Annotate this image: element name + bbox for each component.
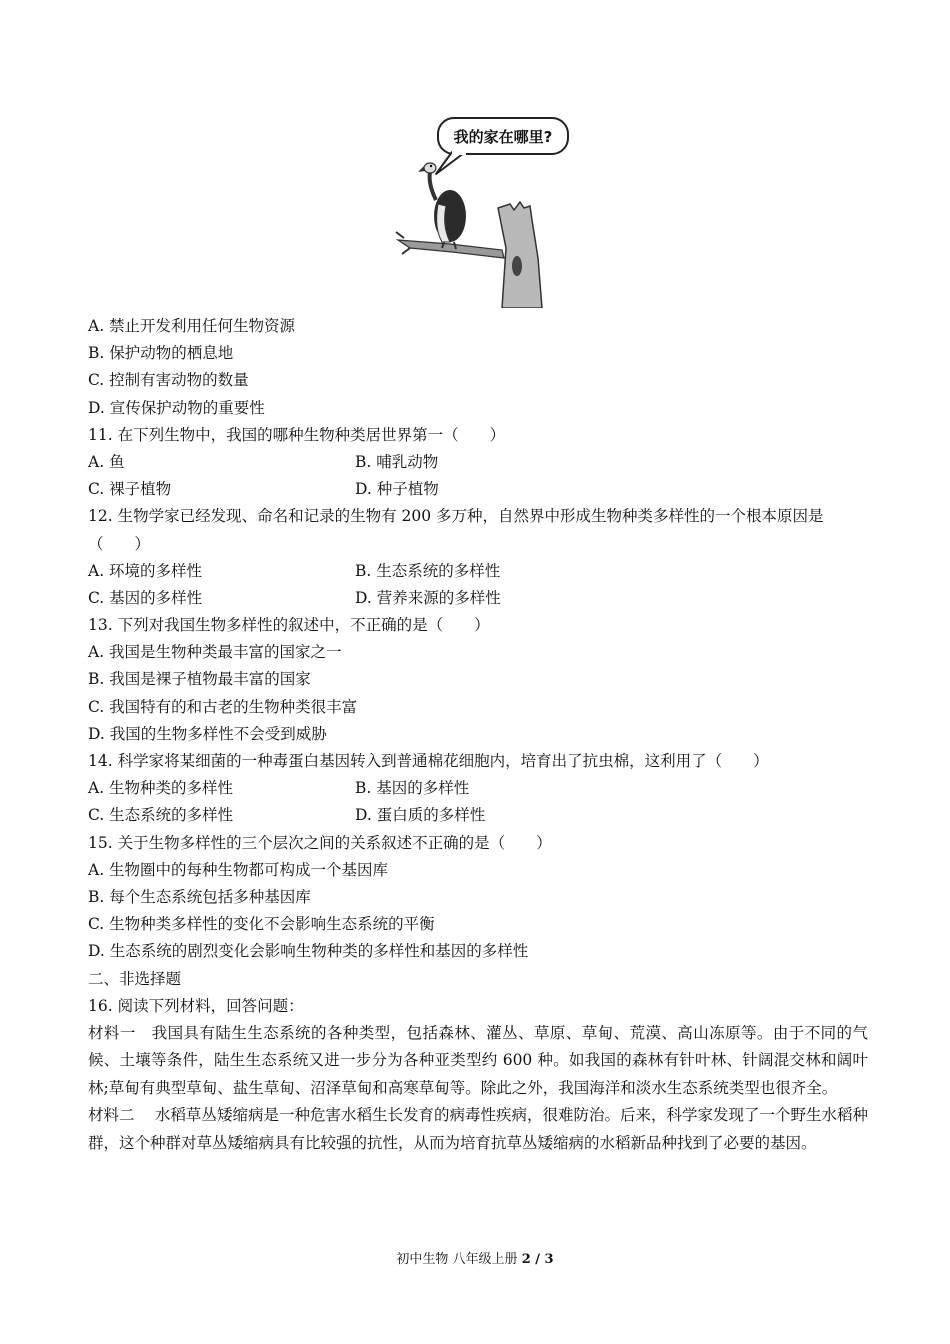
- section-heading: 二、非选择题: [88, 969, 182, 988]
- q15-option-a: A. 生物圈中的每种生物都可构成一个基因库: [88, 860, 389, 879]
- q13-option-d: D. 我国的生物多样性不会受到威胁: [88, 724, 327, 743]
- q13-stem: 13. 下列对我国生物多样性的叙述中，不正确的是（ ）: [88, 616, 490, 635]
- q12-options-row1: [88, 558, 868, 585]
- q16-material-2: 材料二 水稻草丛矮缩病是一种危害水稻生长发育的病毒性疾病，很难防治。后来，科学家发现了一个野生水稻种群，这个种群对草丛矮缩病具有比较强的抗性，从而为培育抗草丛矮缩病的水稻新品种找到了必要的基因。: [88, 1106, 868, 1152]
- q12-option-c: C. 基因的多样性: [88, 588, 203, 607]
- q15-option-c: C. 生物种类多样性的变化不会影响生态系统的平衡: [88, 915, 435, 934]
- bird-on-branch-illustration: [390, 108, 570, 308]
- q14-stem: 14. 科学家将某细菌的一种毒蛋白基因转入到普通棉花细胞内，培育出了抗虫棉，这利用了（ ）: [88, 752, 769, 770]
- q14-option-a: A. 生物种类的多样性: [88, 779, 234, 798]
- q10-option-b: B. 保护动物的栖息地: [88, 344, 234, 363]
- q12-options-row2: [88, 585, 868, 612]
- question-content: [88, 313, 868, 1157]
- q12-option-a: A. 环境的多样性: [88, 561, 203, 580]
- page-number: 2 / 3: [521, 1252, 554, 1267]
- q11-option-d: D. 种子植物: [355, 480, 439, 499]
- q10-option-a: A. 禁止开发利用任何生物资源: [88, 317, 296, 335]
- q12-option-b: B. 生态系统的多样性: [355, 561, 501, 580]
- q14-option-c: C. 生态系统的多样性: [88, 806, 234, 825]
- speech-bubble-text: 我的家在哪里?: [453, 128, 553, 146]
- footer-course-label: 初中生物 八年级上册: [396, 1252, 522, 1267]
- q12-option-d: D. 营养来源的多样性: [355, 588, 501, 607]
- q14-options-row1: [88, 775, 868, 802]
- q11-option-c: C. 裸子植物: [88, 480, 172, 499]
- q11-options-row2: [88, 476, 868, 503]
- page-footer: [0, 1248, 950, 1267]
- q11-options-row1: [88, 449, 868, 476]
- q15-stem: 15. 关于生物多样性的三个层次之间的关系叙述不正确的是（ ）: [88, 833, 552, 852]
- q14-option-b: B. 基因的多样性: [355, 779, 470, 798]
- q10-option-d: D. 宣传保护动物的重要性: [88, 398, 265, 417]
- q13-option-c: C. 我国特有的和古老的生物种类很丰富: [88, 697, 358, 716]
- q12-stem: 12. 生物学家已经发现、命名和记录的生物有 200 多万种，自然界中形成生物种类多样性的一个根本原因是: [88, 507, 824, 526]
- q11-stem: 11. 在下列生物中，我国的哪种生物种类居世界第一（ ）: [88, 425, 506, 444]
- q14-options-row2: [88, 802, 868, 829]
- q15-option-b: B. 每个生态系统包括多种基因库: [88, 887, 311, 906]
- q16-material-1: 材料一 我国具有陆生生态系统的各种类型，包括森林、灌丛、草原、草甸、荒漠、高山冻原等。由于不同的气候、土壤等条件，陆生生态系统又进一步分为各种亚类型约 600 种。如我国的森林有针叶林、针阔混交林和阔叶林;草甸有典型草甸、盐生草甸、沼泽草甸和高寒草甸等。除此之外，我国海洋和淡水生态系统类型也很齐全。: [88, 1023, 868, 1097]
- q11-option-b: B. 哺乳动物: [355, 452, 439, 471]
- q15-option-d: D. 生态系统的剧烈变化会影响生物种类的多样性和基因的多样性: [88, 942, 529, 961]
- q12-stem-bracket: （ ）: [88, 534, 151, 553]
- q16-stem: 16. 阅读下列材料，回答问题：: [88, 996, 304, 1015]
- q13-option-a: A. 我国是生物种类最丰富的国家之一: [88, 643, 342, 662]
- q13-option-b: B. 我国是裸子植物最丰富的国家: [88, 670, 311, 689]
- vulture-cartoon-icon: [390, 108, 570, 308]
- q14-option-d: D. 蛋白质的多样性: [355, 806, 486, 825]
- q11-option-a: A. 鱼: [88, 452, 125, 471]
- q10-option-c: C. 控制有害动物的数量: [88, 371, 249, 390]
